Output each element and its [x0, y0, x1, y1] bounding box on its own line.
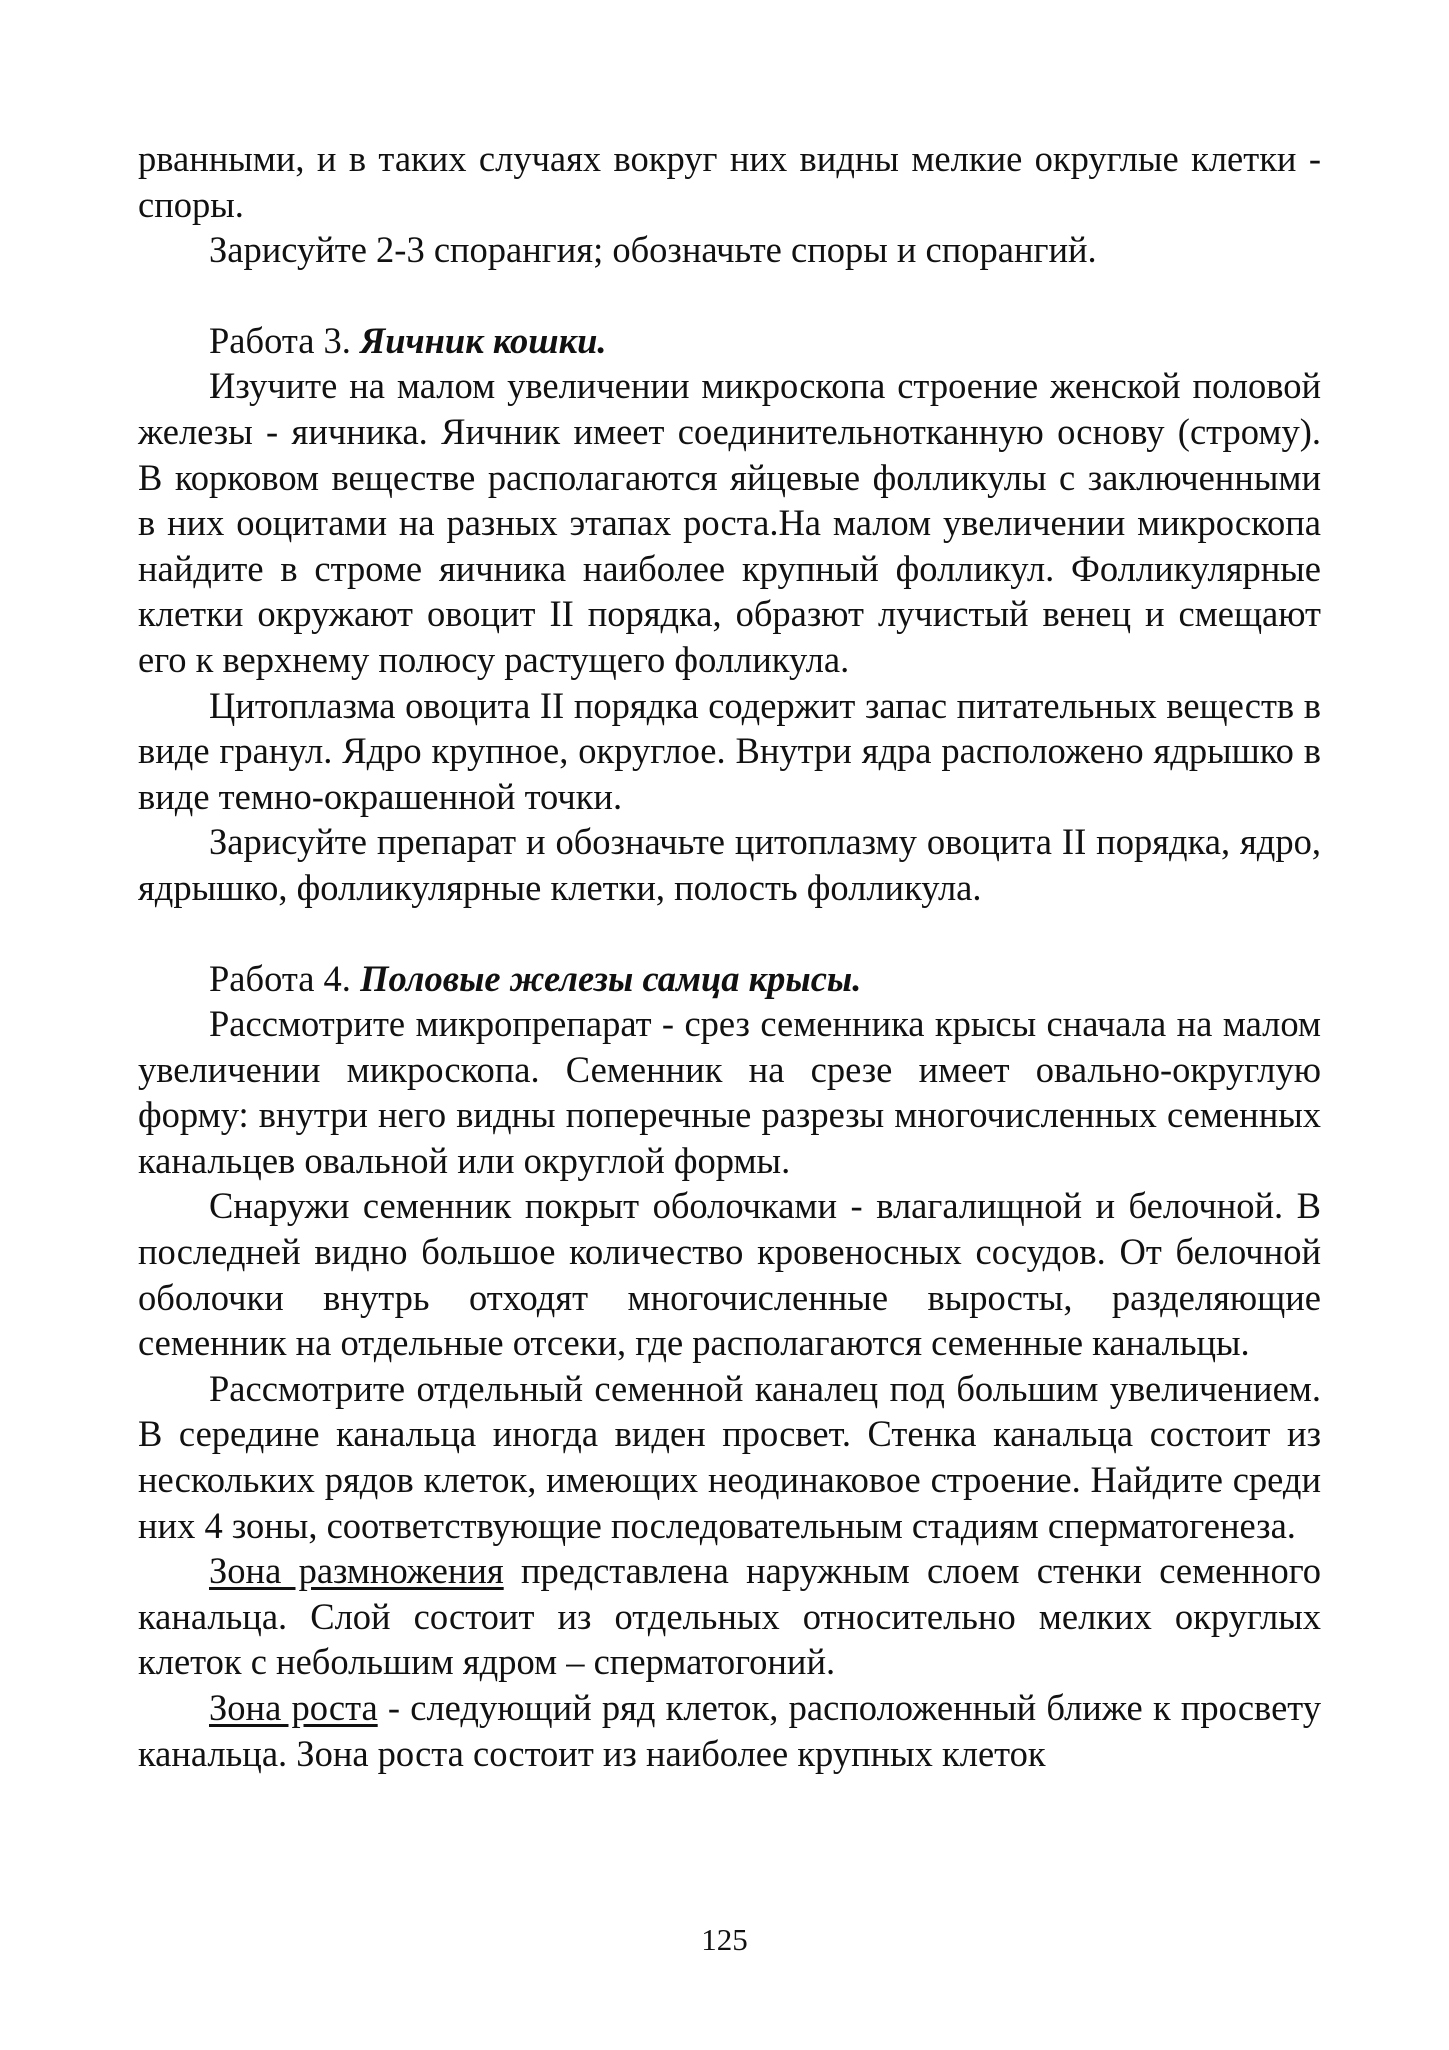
work-4-title: Половые железы самца крысы. [360, 957, 862, 999]
reproduction-zone-text: представлена наружным слоем стенки семенного канальца. Слой состоит из отдельных относительно мелких округлых клеток с небольшим ядром – сперматогоний. [138, 1550, 1322, 1683]
paragraph-reproduction-zone [138, 1548, 1321, 1685]
growth-zone-text: - следующий ряд клеток, расположенный ближе к просвету канальца. Зона роста состоит из наиболее крупных клеток [138, 1687, 1321, 1774]
text-body [138, 136, 1321, 1776]
work-3-prefix: Работа 3. [209, 319, 361, 361]
paragraph-sketch-sporangia: Зарисуйте 2-3 спорангия; обозначьте споры и спорангий. [209, 229, 1097, 271]
paragraph-ovary-structure: Изучите на малом увеличении микроскопа строение женской половой железы - яичника. Яичник имеет соединительнотканную основу (строму). В корковом веществе располагаются яйцевые фолликулы с заключенными в них ооцитами на разных этапах роста.На малом увеличении микроскопа найдите в строме яичника наиболее крупный фолликул. Фолликулярные клетки окружают овоцит II порядка, образют лучистый венец и смещают его к верхнему полюсу растущего фолликула. [138, 365, 1321, 680]
term-growth-zone: Зона роста [209, 1687, 378, 1728]
section-gap [138, 911, 1321, 956]
page-number: 125 [701, 1922, 748, 1957]
paragraph-seminiferous-tubule: Рассмотрите отдельный семенной каналец под большим увеличением. В середине канальца иногда виден просвет. Стенка канальца состоит из нескольких рядов клеток, имеющих неодинаковое строение. Найдите среди них 4 зоны, соответствующие последовательным стадиям сперматогенеза. [138, 1367, 1321, 1546]
paragraph-growth-zone [138, 1685, 1321, 1776]
work-3-title: Яичник кошки. [360, 319, 607, 361]
paragraph-testis-section: Рассмотрите микропрепарат - срез семенника крысы сначала на малом увеличении микроскопа. Семенник на срезе имеет овально-округлую форму: внутри него видны поперечные разрезы многочисленных семенных канальцев овальной или округлой формы. [138, 1003, 1321, 1181]
term-reproduction-zone: Зона размножения [209, 1550, 504, 1592]
paragraph-testis-membranes: Снаружи семенник покрыт оболочками - влагалищной и белочной. В последней видно большое количество кровеносных сосудов. От белочной оболочки внутрь отходят многочисленные выросты, разделяющие семенник на отдельные отсеки, где располагаются семенные канальцы. [138, 1185, 1321, 1364]
work-4-heading [138, 956, 1321, 1002]
work-3-heading [138, 318, 1321, 364]
work-4-prefix: Работа 4. [209, 957, 361, 999]
paragraph-sketch-ovary: Зарисуйте препарат и обозначьте цитоплазму овоцита II порядка, ядро, ядрышко, фолликулярные клетки, полость фолликула. [138, 821, 1321, 908]
paragraph-oocyte-cytoplasm: Цитоплазма овоцита II порядка содержит запас питательных веществ в виде гранул. Ядро крупное, округлое. Внутри ядра расположено ядрышко в виде темно-окрашенной точки. [138, 684, 1321, 817]
section-gap [138, 273, 1321, 318]
paragraph-intro: рванными, и в таких случаях вокруг них видны мелкие округлые клетки - споры. [138, 138, 1321, 225]
